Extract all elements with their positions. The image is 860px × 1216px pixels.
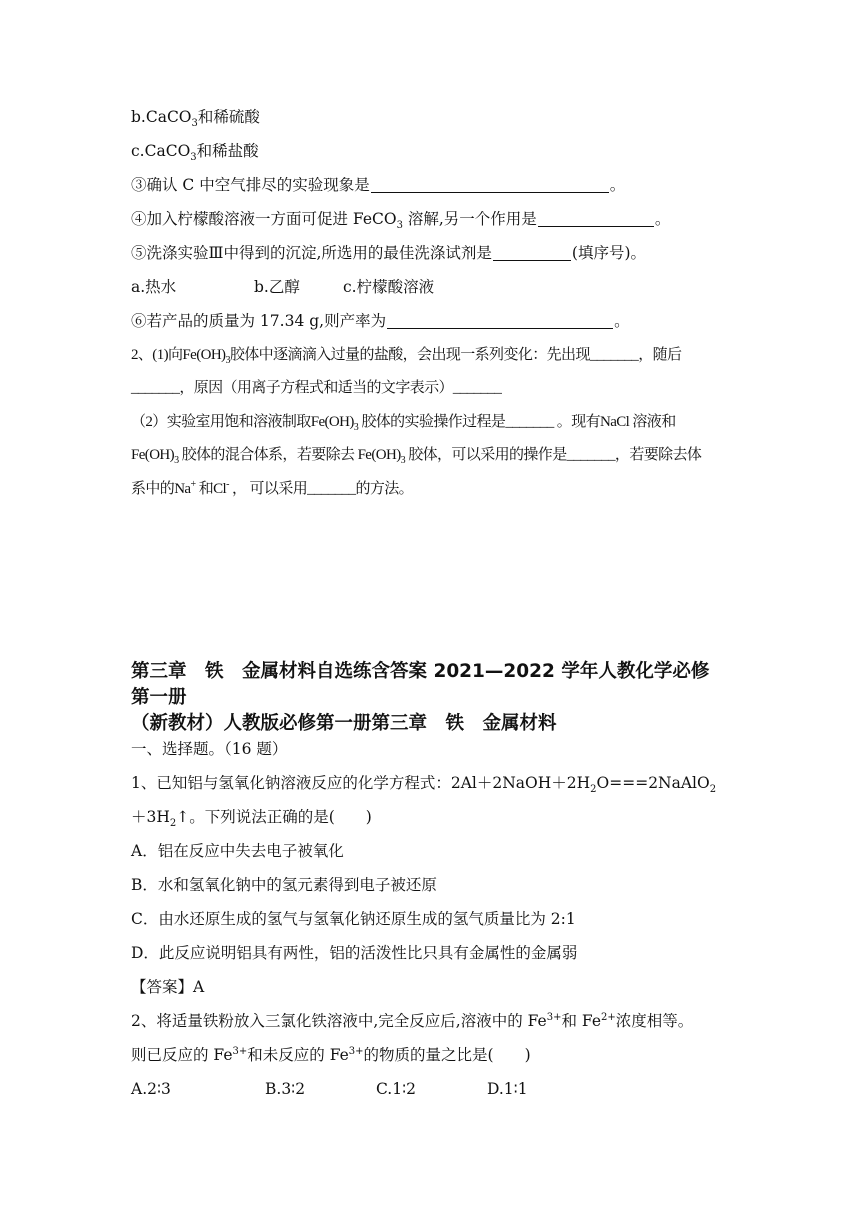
q2-line-1: 2、(1)向$Fe(OH)_3$胶体中逐滴滴入过量的盐酸，会出现一系列变化：先出现_______，随后	[131, 347, 682, 366]
q2-line-5: 系中的Na+ 和Cl- ， 可以采用_______的方法。	[131, 479, 414, 497]
q2b-option-d: D.1∶1	[487, 1080, 528, 1098]
q2-line-2: _______，原因（用离子方程式和适当的文字表示）_______	[131, 380, 502, 396]
q1-stem-1: 1、已知铝与氢氧化钠溶液反应的化学方程式：$2Al+2NaOH+2H_2O===2NaAlO_2$	[131, 774, 717, 796]
heading-line-2: 第一册	[131, 687, 187, 708]
q1-option-c: C．由水还原生成的氢气与氢氧化钠还原生成的氢气质量比为 2:1	[131, 910, 576, 928]
answer-blank	[387, 312, 613, 329]
question-3: ③确认 C 中空气排尽的实验现象是 。	[131, 176, 626, 194]
option-c: c.CaCO$_3$和稀盐酸	[131, 142, 259, 164]
q2b-option-a: A.2∶3	[131, 1080, 171, 1098]
heading-line-1: 第三章 铁 金属材料自选练含答案 2021—2022 学年人教化学必修	[131, 661, 710, 682]
q1-option-a: A．铝在反应中失去电子被氧化	[131, 842, 344, 860]
question-6: ⑥若产品的质量为 17.34 g,则产率为 。	[131, 312, 630, 330]
question-5: ⑤洗涤实验Ⅲ中得到的沉淀,所选用的最佳洗涤试剂是 (填序号)。	[131, 244, 646, 262]
q1-answer: 【答案】A	[131, 978, 205, 996]
q2b-option-c: C.1∶2	[376, 1080, 416, 1098]
option-b: b.CaCO$_3$和稀硫酸	[131, 108, 260, 130]
q2b-option-b: B.3∶2	[265, 1080, 306, 1098]
q2-line-4: $Fe(OH)_3$ 胶体的混合体系，若要除去 $Fe(OH)_3$ 胶体，可以采用的操作是_______，若要除去体	[131, 447, 702, 466]
q2b-options	[131, 1078, 528, 1100]
answer-blank	[371, 176, 609, 193]
heading-line-3: （新教材）人教版必修第一册第三章 铁 金属材料	[131, 713, 557, 734]
q2b-stem-2: 则已反应的 $Fe^{3+}$和未反应的 $Fe^{3+}$的物质的量之比是( )	[131, 1045, 531, 1064]
answer-blank	[493, 244, 571, 261]
question-4: ④加入柠檬酸溶液一方面可促进 FeCO$_3$ 溶解,另一个作用是 。	[131, 210, 671, 232]
q2b-stem-1: 2、将适量铁粉放入三氯化铁溶液中,完全反应后,溶液中的 $Fe^{3+}$和 $Fe^{2+}$浓度相等。	[131, 1011, 694, 1030]
q2-line-3: （2）实验室用饱和溶液制取$Fe(OH)_3$ 胶体的实验操作过程是_______ 。现有NaCl 溶液和	[131, 414, 676, 433]
section-title: 一、选择题。（16 题）	[131, 740, 288, 758]
question-5-options: a.热水 b.乙醇 c.柠檬酸溶液	[131, 278, 435, 296]
q1-option-d: D．此反应说明铝具有两性，铝的活泼性比只具有金属性的金属弱	[131, 944, 578, 962]
q1-stem-2: $+3H_2↑$。下列说法正确的是( )	[131, 808, 372, 830]
answer-blank	[538, 210, 654, 227]
q1-option-b: B．水和氢氧化钠中的氢元素得到电子被还原	[131, 876, 437, 894]
